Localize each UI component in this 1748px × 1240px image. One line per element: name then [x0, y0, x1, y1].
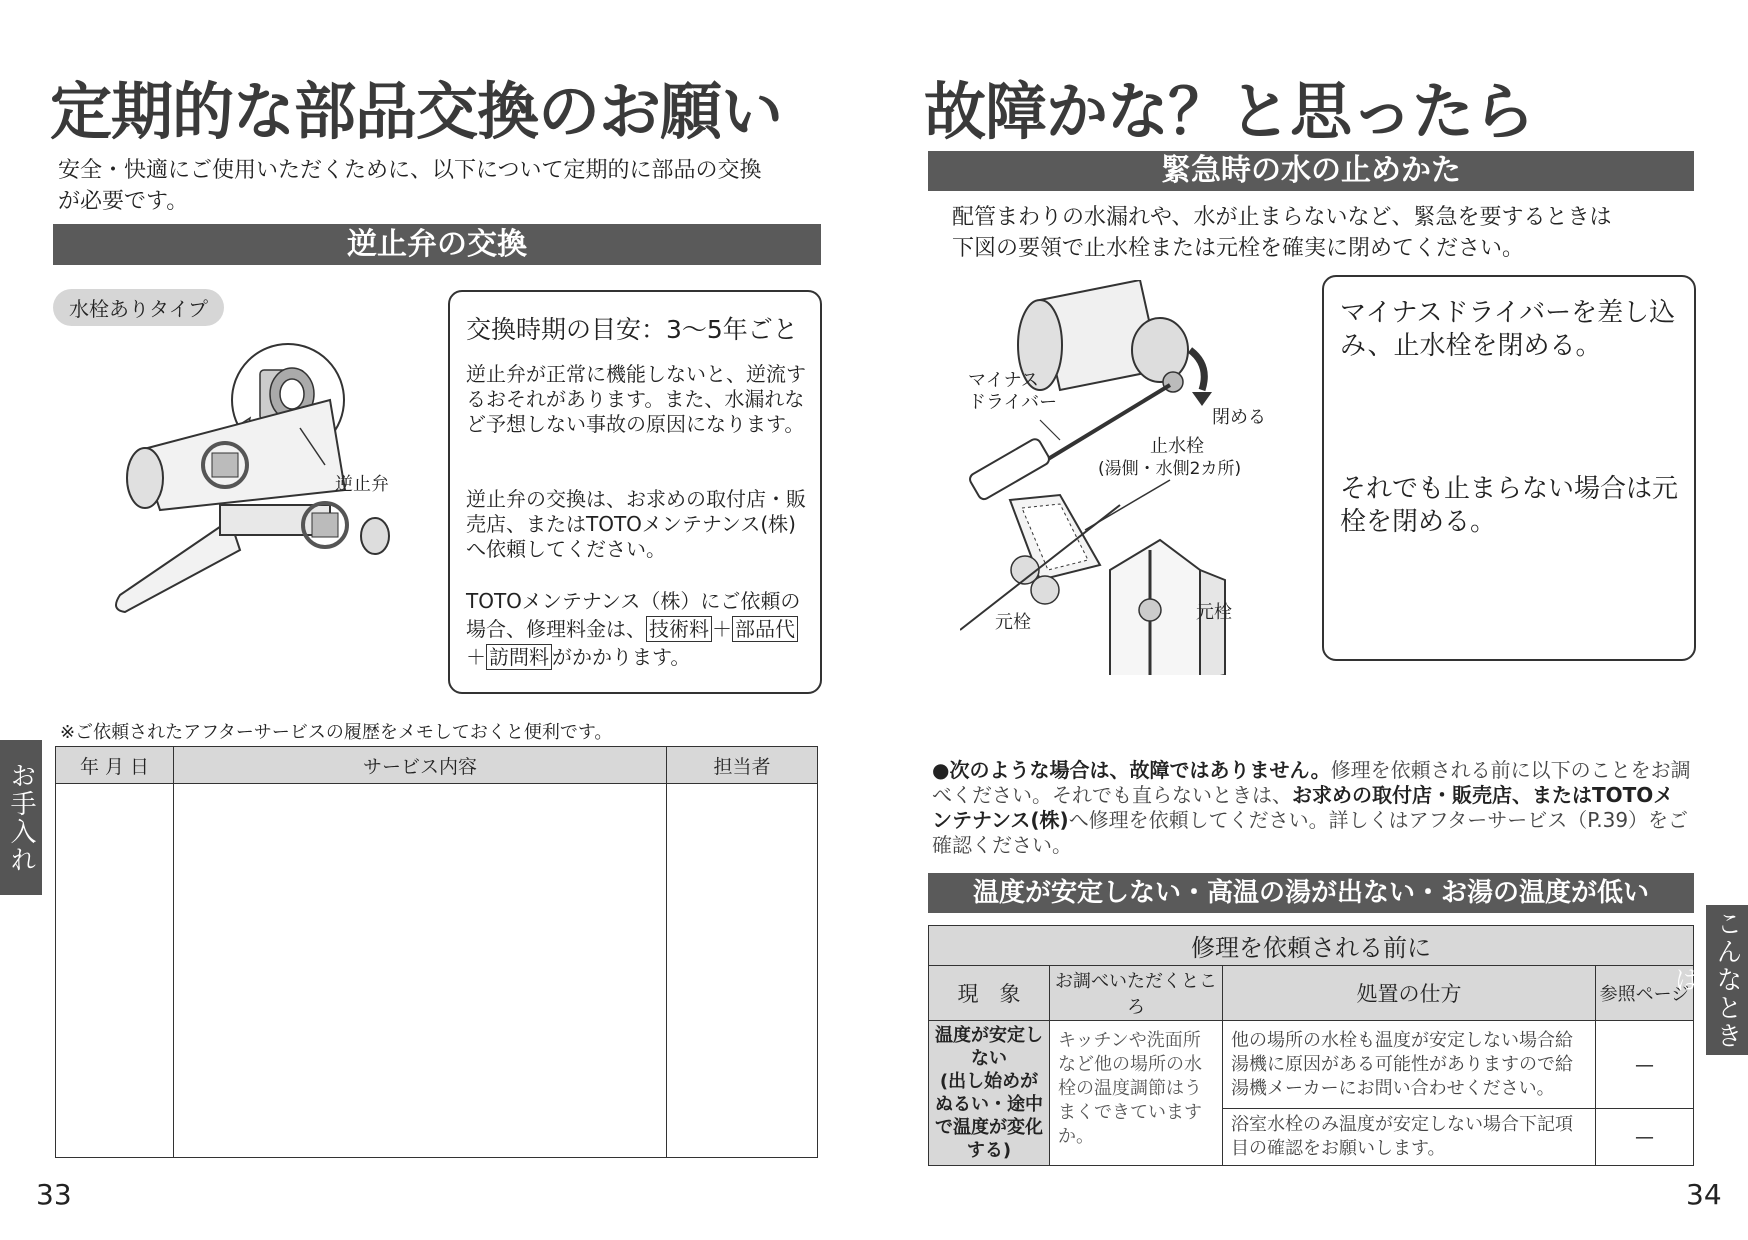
instruction-box — [1322, 275, 1696, 661]
left-intro-line1: 安全・快適にご使用いただくために、以下について定期的に部品の交換 — [58, 158, 762, 183]
right-intro-line1: 配管まわりの水漏れや、水が止まらないなど、緊急を要するときは — [952, 205, 1612, 230]
section-title-emergency: 緊急時の水の止めかた — [928, 151, 1694, 191]
not-a-fault-notice — [932, 758, 1692, 858]
replacement-paragraph-1: 逆止弁が正常に機能しないと、逆流するおそれがあります。また、水漏れなど予想しない事故の原因になります。 — [466, 362, 806, 436]
ref-cell-1: — — [1596, 1021, 1694, 1109]
memo-cell[interactable] — [174, 784, 667, 1158]
instruction-step-2: それでも止まらない場合は元栓を閉める。 — [1340, 474, 1679, 537]
instruction-step-1: マイナスドライバーを差し込み、止水栓を閉める。 — [1340, 298, 1676, 361]
type-label: 水栓ありタイプ — [53, 289, 224, 326]
action-cell-2: 浴室水栓のみ温度が安定しない場合下記項目の確認をお願いします。 — [1223, 1109, 1596, 1166]
side-tab-care: お手入れ — [0, 740, 42, 895]
col-date: 年 月 日 — [56, 747, 174, 784]
faucet-illustration — [100, 340, 450, 660]
col-symptom: 現 象 — [929, 966, 1050, 1021]
side-tab-troubleshooting: こんなときは — [1706, 905, 1748, 1055]
fee-intro: TOTOメンテナンス（株）にご依頼の場合、修理料金は、 — [466, 589, 801, 641]
replacement-paragraph-3 — [466, 587, 806, 671]
symptom-cell: 温度が安定しない (出し始めがぬるい・途中で温度が変化する) — [929, 1021, 1050, 1166]
subsection-title-temperature: 温度が安定しない・高温の湯が出ない・お湯の温度が低い — [928, 873, 1694, 913]
memo-note: ※ご依頼されたアフターサービスの履歴をメモしておくと便利です。 — [60, 722, 613, 743]
label-driver: マイナス ドライバー — [968, 370, 1058, 413]
plus-sign: ＋ — [466, 645, 486, 669]
right-intro-line2: 下図の要領で止水栓または元栓を確実に閉めてください。 — [952, 236, 1525, 261]
col-check: お調べいただくところ — [1050, 966, 1223, 1021]
page-title-left: 定期的な部品交換のお願い — [50, 75, 783, 148]
page-title-right: 故障かな？と思ったら — [924, 75, 1535, 148]
check-cell: キッチンや洗面所など他の場所の水栓の温度調節はうまくできていますか。 — [1050, 1021, 1223, 1166]
label-main-valve-right: 元栓 — [1196, 602, 1232, 623]
fee-technical: 技術料 — [646, 616, 712, 642]
page-number-left: 33 — [36, 1178, 72, 1211]
service-history-table — [55, 746, 818, 1158]
col-service: サービス内容 — [174, 747, 667, 784]
notice-text-2: へ修理を依頼してください。詳しくはアフターサービス（P.39）をご確認ください。 — [932, 808, 1689, 857]
replacement-info-box — [448, 290, 822, 694]
notice-text-1: 修理を依頼される前に以下のことをお調べください。それでも直らないときは、 — [932, 758, 1691, 807]
fee-outro: がかかります。 — [552, 645, 691, 669]
ref-cell-2: — — [1596, 1109, 1694, 1166]
table-caption: 修理を依頼される前に — [929, 926, 1694, 966]
page-number-right: 34 — [1686, 1178, 1722, 1211]
label-stop-valve-sub: (湯側・水側2カ所) — [1098, 459, 1242, 479]
replacement-interval-heading: 交換時期の目安：3〜5年ごと — [466, 315, 798, 344]
col-ref: 参照ページ — [1596, 966, 1694, 1021]
col-person: 担当者 — [667, 747, 818, 784]
fee-visit: 訪問料 — [486, 644, 552, 670]
replacement-paragraph-2: 逆止弁の交換は、お求めの取付店・販売店、またはTOTOメンテナンス(株)へ依頼してください。 — [466, 487, 806, 561]
action-cell-1: 他の場所の水栓も温度が安定しない場合給湯機に原因がある可能性がありますので給湯機メーカーにお問い合わせください。 — [1223, 1021, 1596, 1109]
label-close: 閉める — [1212, 407, 1266, 428]
notice-bold-1: ●次のような場合は、故障ではありません。 — [932, 758, 1331, 782]
plus-sign: ＋ — [712, 617, 732, 641]
left-intro — [58, 155, 828, 217]
memo-cell[interactable] — [56, 784, 174, 1158]
troubleshooting-table — [928, 925, 1694, 1166]
notice-bold-2: お求めの取付店・販売店、またはTOTOメンテナンス(株) — [932, 783, 1674, 832]
right-intro — [952, 202, 1712, 264]
fee-parts: 部品代 — [732, 616, 798, 642]
check-valve-callout: 逆止弁 — [335, 474, 389, 495]
label-stop-valve: 止水栓 — [1150, 436, 1204, 457]
col-action: 処置の仕方 — [1223, 966, 1596, 1021]
memo-cell[interactable] — [667, 784, 818, 1158]
left-intro-line2: が必要です。 — [58, 189, 189, 214]
label-main-valve-left: 元栓 — [995, 612, 1031, 633]
section-title-check-valve: 逆止弁の交換 — [53, 224, 821, 265]
